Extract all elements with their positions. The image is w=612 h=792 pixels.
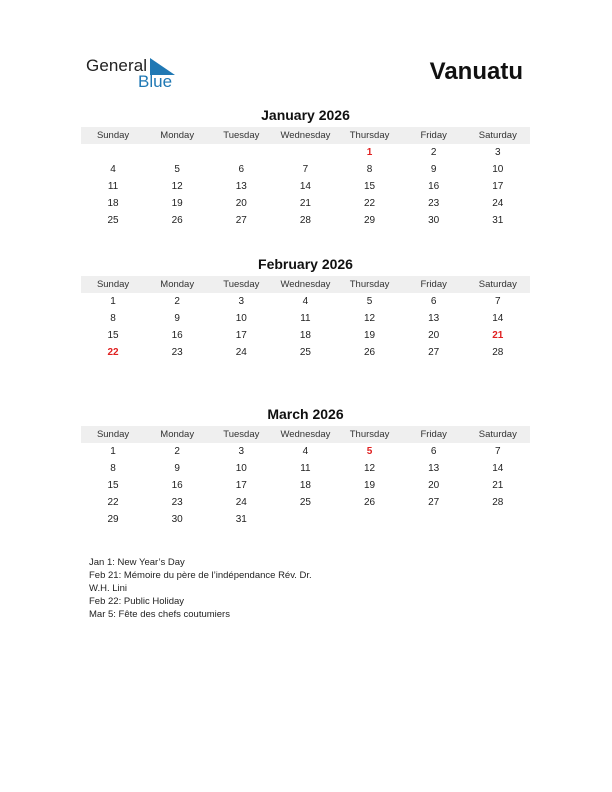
day-cell: 16 — [428, 181, 440, 192]
day-cell: 18 — [107, 198, 119, 209]
day-cell: 17 — [235, 480, 247, 491]
holiday-day-cell: 21 — [492, 330, 504, 341]
day-cell: 27 — [428, 497, 440, 508]
day-cell: 3 — [238, 296, 245, 307]
holiday-note: Feb 21: Mémoire du père de l’indépendance Rév. Dr. — [89, 570, 312, 581]
day-cell: 4 — [302, 446, 309, 457]
day-cell — [402, 511, 466, 528]
month-title: March 2026 — [267, 406, 344, 422]
day-cell: 14 — [299, 181, 311, 192]
weekday-label: Saturday — [478, 130, 517, 141]
day-cell: 6 — [430, 446, 437, 457]
weekday-label: Saturday — [478, 429, 517, 440]
month-title: January 2026 — [261, 107, 350, 123]
day-cell: 18 — [299, 480, 311, 491]
day-cell: 28 — [299, 215, 311, 226]
holiday-day-cell: 1 — [366, 147, 373, 158]
day-cell: 9 — [174, 313, 180, 324]
week-row — [81, 195, 530, 212]
day-cell: 25 — [299, 497, 311, 508]
country-title: Vanuatu — [429, 58, 523, 85]
weekday-header — [81, 426, 530, 443]
day-cell — [338, 511, 402, 528]
day-cell: 18 — [299, 330, 311, 341]
day-cell: 11 — [300, 463, 311, 474]
day-cell: 21 — [492, 480, 504, 491]
weekday-label: Monday — [160, 429, 195, 440]
day-cell: 1 — [110, 446, 116, 457]
day-cell: 30 — [428, 215, 440, 226]
day-cell: 7 — [495, 446, 501, 457]
holiday-note: Jan 1: New Year’s Day — [89, 557, 185, 568]
day-cell: 13 — [428, 313, 440, 324]
week-row — [81, 511, 530, 528]
day-cell: 8 — [110, 463, 116, 474]
day-cell — [466, 511, 530, 528]
day-cell — [209, 144, 273, 161]
month-january — [81, 106, 530, 229]
day-cell: 2 — [174, 446, 180, 457]
day-cell: 20 — [235, 198, 247, 209]
day-cell: 5 — [366, 296, 373, 307]
week-row — [81, 310, 530, 327]
week-row — [81, 144, 530, 161]
weekday-label: Wednesday — [280, 130, 331, 141]
weekday-label: Friday — [420, 279, 447, 290]
day-cell: 30 — [171, 514, 183, 525]
week-row — [81, 443, 530, 460]
week-row — [81, 344, 530, 361]
day-cell: 4 — [302, 296, 309, 307]
month-grid — [81, 144, 530, 229]
day-cell: 26 — [364, 347, 376, 358]
week-row — [81, 293, 530, 310]
week-row — [81, 494, 530, 511]
week-row — [81, 460, 530, 477]
weekday-label: Sunday — [96, 130, 130, 141]
weekday-label: Sunday — [96, 429, 130, 440]
week-row — [81, 178, 530, 195]
day-cell: 8 — [366, 164, 373, 175]
week-row — [81, 161, 530, 178]
day-cell — [273, 511, 337, 528]
week-row — [81, 212, 530, 229]
day-cell: 27 — [235, 215, 247, 226]
week-row — [81, 327, 530, 344]
day-cell: 8 — [110, 313, 116, 324]
day-cell: 13 — [235, 181, 247, 192]
weekday-header — [81, 276, 530, 293]
day-cell: 1 — [110, 296, 116, 307]
day-cell: 10 — [235, 313, 247, 324]
day-cell — [145, 144, 209, 161]
day-cell: 14 — [492, 463, 504, 474]
month-grid — [81, 443, 530, 528]
weekday-label: Wednesday — [280, 279, 331, 290]
day-cell: 27 — [428, 347, 440, 358]
day-cell: 24 — [235, 347, 247, 358]
day-cell: 10 — [492, 164, 504, 175]
day-cell: 15 — [364, 181, 376, 192]
day-cell: 23 — [428, 198, 440, 209]
weekday-label: Saturday — [478, 279, 517, 290]
holiday-day-cell: 5 — [366, 446, 373, 457]
day-cell: 19 — [171, 198, 183, 209]
day-cell: 15 — [107, 330, 119, 341]
holiday-note: Feb 22: Public Holiday — [89, 596, 185, 607]
day-cell: 26 — [364, 497, 376, 508]
weekday-header — [81, 127, 530, 144]
month-march — [81, 405, 530, 528]
holiday-day-cell: 22 — [107, 347, 119, 358]
day-cell: 9 — [174, 463, 180, 474]
day-cell: 23 — [171, 497, 183, 508]
day-cell: 13 — [428, 463, 440, 474]
day-cell: 16 — [171, 480, 183, 491]
day-cell: 24 — [492, 198, 504, 209]
day-cell: 25 — [107, 215, 119, 226]
weekday-label: Tuesday — [223, 279, 260, 290]
weekday-label: Thursday — [349, 429, 390, 440]
weekday-label: Friday — [420, 429, 447, 440]
day-cell: 26 — [171, 215, 183, 226]
day-cell: 2 — [430, 147, 437, 158]
weekday-label: Tuesday — [223, 130, 260, 141]
holiday-notes — [89, 556, 312, 621]
day-cell — [273, 144, 337, 161]
day-cell: 10 — [235, 463, 247, 474]
day-cell: 21 — [299, 198, 311, 209]
day-cell: 12 — [364, 313, 376, 324]
day-cell: 12 — [364, 463, 376, 474]
day-cell: 2 — [174, 296, 180, 307]
day-cell: 28 — [492, 497, 504, 508]
month-grid — [81, 293, 530, 361]
day-cell: 11 — [107, 181, 119, 192]
day-cell — [81, 144, 145, 161]
day-cell: 24 — [235, 497, 247, 508]
day-cell: 14 — [492, 313, 504, 324]
day-cell: 22 — [107, 497, 119, 508]
month-title: February 2026 — [258, 256, 353, 272]
day-cell: 22 — [364, 198, 376, 209]
day-cell: 20 — [428, 480, 440, 491]
day-cell: 12 — [171, 181, 183, 192]
weekday-label: Tuesday — [223, 429, 260, 440]
generalblue-logo — [86, 56, 186, 92]
weekday-label: Sunday — [96, 279, 130, 290]
day-cell: 16 — [171, 330, 183, 341]
month-february — [81, 255, 530, 361]
day-cell: 6 — [430, 296, 437, 307]
day-cell: 29 — [107, 514, 119, 525]
holiday-note: Mar 5: Fête des chefs coutumiers — [89, 609, 230, 620]
day-cell: 19 — [364, 330, 376, 341]
day-cell: 3 — [495, 147, 501, 158]
day-cell: 31 — [492, 215, 504, 226]
day-cell: 5 — [174, 164, 180, 175]
day-cell: 17 — [235, 330, 247, 341]
logo-text-blue: Blue — [138, 72, 173, 91]
day-cell: 3 — [238, 446, 245, 457]
day-cell: 7 — [302, 164, 309, 175]
weekday-label: Thursday — [349, 130, 390, 141]
logo-text-general: General — [86, 56, 148, 75]
week-row — [81, 477, 530, 494]
day-cell: 29 — [364, 215, 376, 226]
day-cell: 7 — [495, 296, 501, 307]
day-cell: 17 — [492, 181, 504, 192]
day-cell: 31 — [235, 514, 247, 525]
day-cell: 20 — [428, 330, 440, 341]
day-cell: 23 — [171, 347, 183, 358]
day-cell: 15 — [107, 480, 119, 491]
holiday-note: W.H. Lini — [89, 583, 128, 594]
day-cell: 28 — [492, 347, 504, 358]
day-cell: 11 — [300, 313, 311, 324]
day-cell: 19 — [364, 480, 376, 491]
weekday-label: Monday — [160, 279, 195, 290]
day-cell: 25 — [299, 347, 311, 358]
weekday-label: Wednesday — [280, 429, 331, 440]
day-cell: 4 — [110, 164, 116, 175]
weekday-label: Friday — [420, 130, 447, 141]
day-cell: 9 — [430, 164, 437, 175]
day-cell: 6 — [238, 164, 245, 175]
weekday-label: Monday — [160, 130, 195, 141]
weekday-label: Thursday — [349, 279, 390, 290]
